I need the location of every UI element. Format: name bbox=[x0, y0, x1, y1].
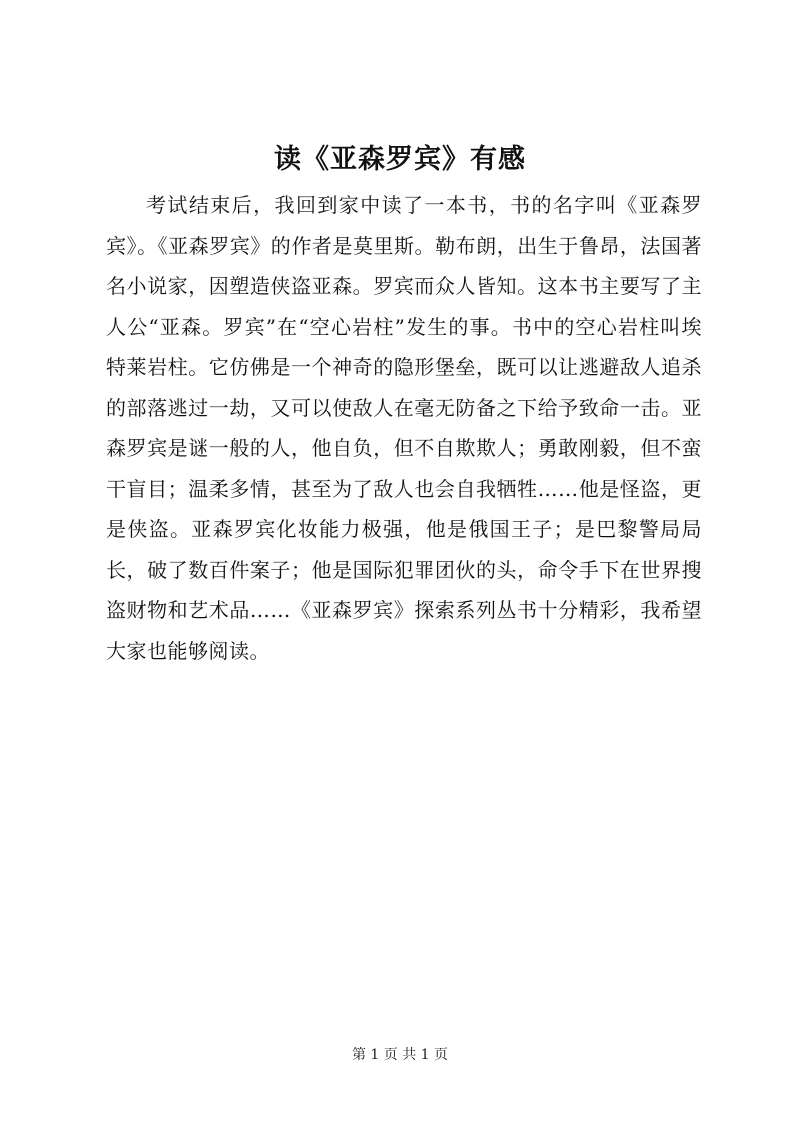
body-paragraph: 考试结束后，我回到家中读了一本书，书的名字叫《亚森罗宾》。《亚森罗宾》的作者是莫里斯。勒布朗，出生于鲁昂，法国著名小说家，因塑造侠盗亚森。罗宾而众人皆知。这本书主要写了主人公“亚森。罗宾”在“空心岩柱”发生的事。书中的空心岩柱叫埃特莱岩柱。它仿佛是一个神奇的隐形堡垒，既可以让逃避敌人追杀的部落逃过一劫，又可以使敌人在毫无防备之下给予致命一击。亚森罗宾是谜一般的人，他自负，但不自欺欺人；勇敢刚毅，但不蛮干盲目；温柔多情，甚至为了敌人也会自我牺牲……他是怪盗，更是侠盗。亚森罗宾化妆能力极强，他是俄国王子；是巴黎警局局长，破了数百件案子；他是国际犯罪团伙的头，命令手下在世界搜盗财物和艺术品……《亚森罗宾》探索系列丛书十分精彩，我希望大家也能够阅读。 bbox=[106, 193, 702, 663]
page-title: 读《亚森罗宾》有感 bbox=[274, 144, 526, 175]
page-number-footer: 第 1 页 共 1 页 bbox=[351, 1047, 449, 1063]
